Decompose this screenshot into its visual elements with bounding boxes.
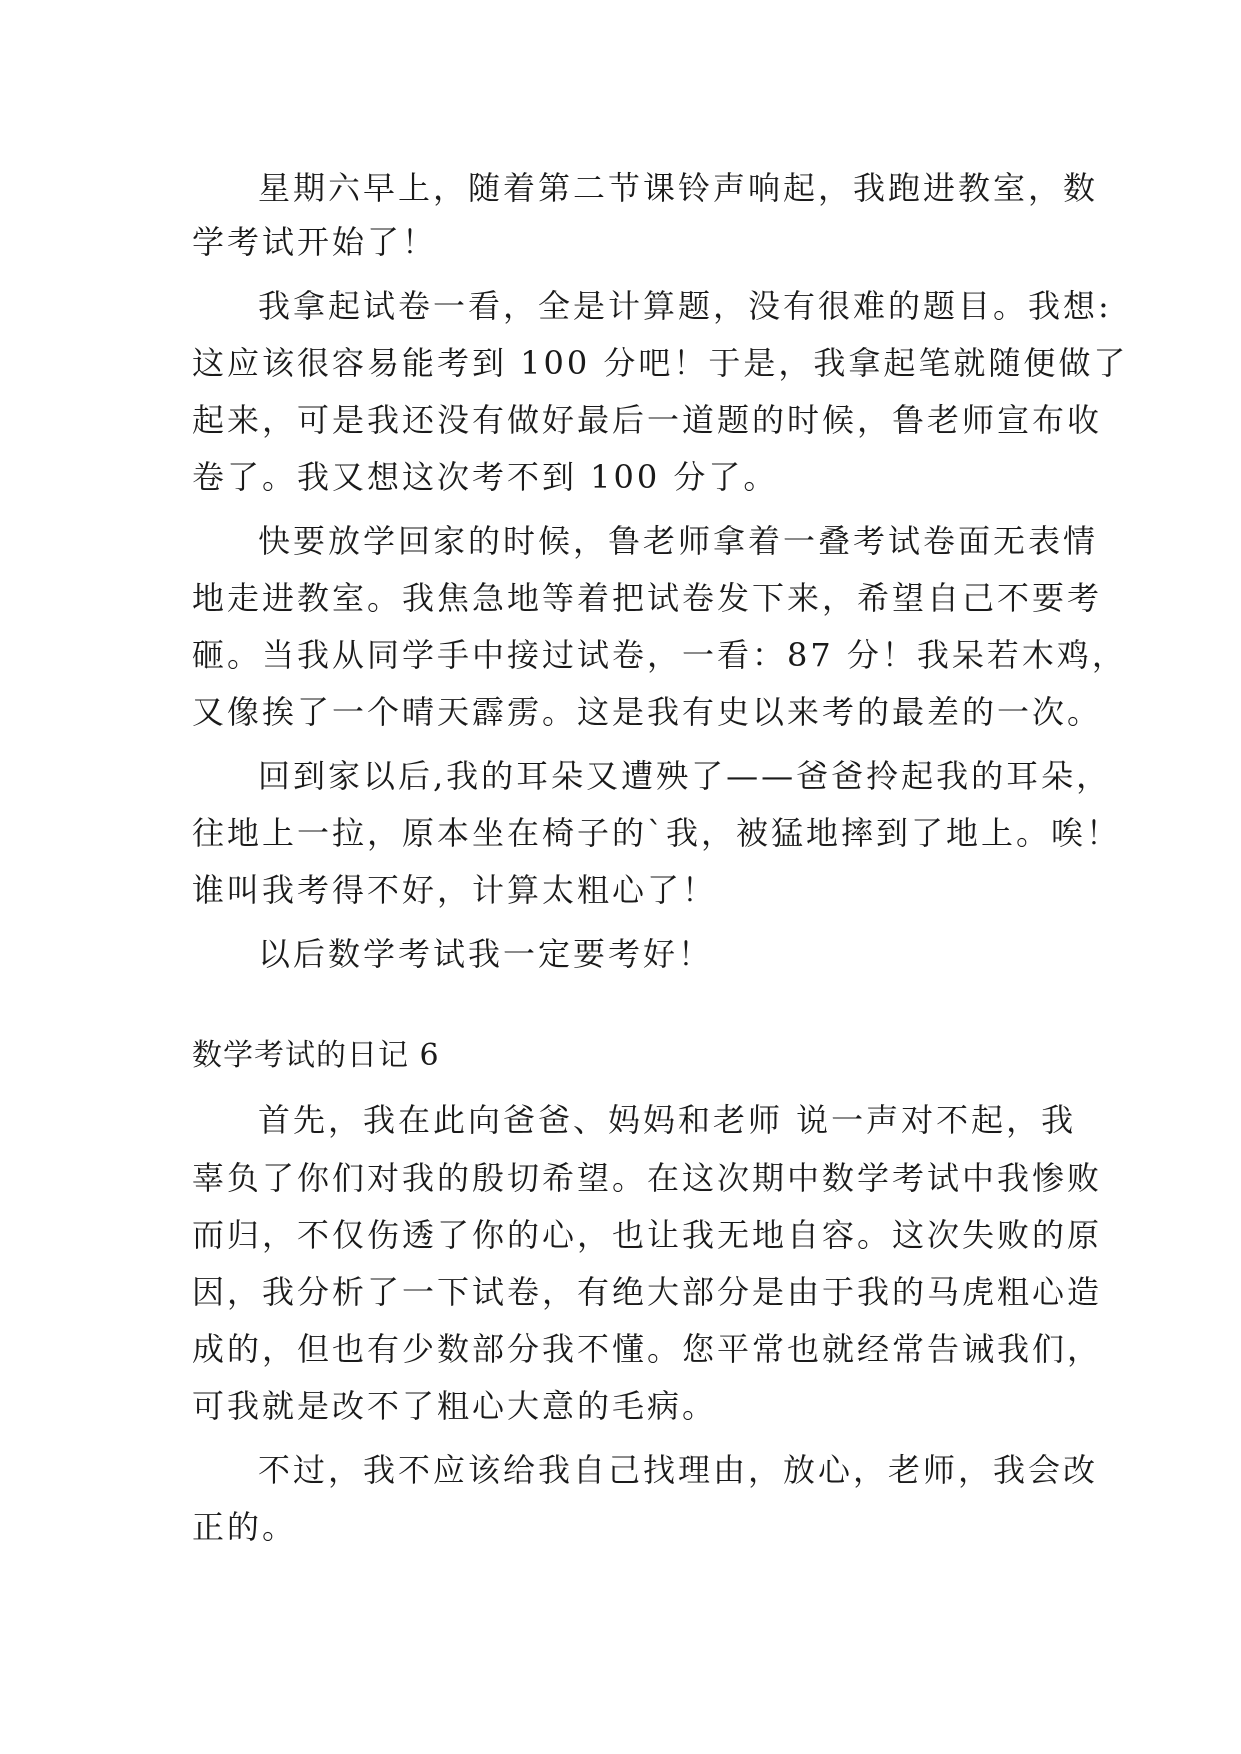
paragraph-line: 不过，我不应该给我自己找理由，放心，老师，我会改 [258, 1451, 1099, 1489]
paragraph-line: 快要放学回家的时候，鲁老师拿着一叠考试卷面无表情 [258, 522, 1099, 560]
paragraph-line: 学考试开始了！ [192, 223, 438, 261]
paragraph-line: 又像挨了一个晴天霹雳。这是我有史以来考的最差的一次。 [192, 693, 1103, 731]
paragraph-line: 回到家以后,我的耳朵又遭殃了——爸爸拎起我的耳朵， [258, 757, 1112, 795]
paragraph-line: 辜负了你们对我的殷切希望。在这次期中数学考试中我惨败 [192, 1159, 1103, 1197]
paragraph-line: 砸。当我从同学手中接过试卷，一看：87 分！我呆若木鸡， [192, 636, 1127, 674]
paragraph-line: 首先，我在此向爸爸、妈妈和老师 说一声对不起，我 [258, 1101, 1077, 1139]
paragraph-line: 卷了。我又想这次考不到 100 分了。 [192, 458, 779, 496]
paragraph-line: 地走进教室。我焦急地等着把试卷发下来，希望自己不要考 [192, 579, 1103, 617]
paragraph-line: 可我就是改不了粗心大意的毛病。 [192, 1387, 718, 1425]
paragraph-line: 我拿起试卷一看，全是计算题，没有很难的题目。我想: [258, 287, 1112, 325]
paragraph-line: 星期六早上，随着第二节课铃声响起，我跑进教室，数 [258, 169, 1099, 207]
paragraph-line: 这应该很容易能考到 100 分吧！于是，我拿起笔就随便做了 [192, 344, 1129, 382]
paragraph-line: 因，我分析了一下试卷，有绝大部分是由于我的马虎粗心造 [192, 1273, 1103, 1311]
paragraph-line: 往地上一拉，原本坐在椅子的`我，被猛地摔到了地上。唉！ [192, 814, 1122, 852]
section-heading: 数学考试的日记 6 [192, 1038, 440, 1073]
paragraph-line: 成的，但也有少数部分我不懂。您平常也就经常告诫我们， [192, 1330, 1103, 1368]
paragraph-line: 正的。 [192, 1508, 298, 1546]
paragraph-line: 以后数学考试我一定要考好！ [258, 935, 714, 973]
paragraph-line: 起来，可是我还没有做好最后一道题的时候，鲁老师宣布收 [192, 401, 1103, 439]
paragraph-line: 谁叫我考得不好，计算太粗心了！ [192, 871, 718, 909]
paragraph-line: 而归，不仅伤透了你的心，也让我无地自容。这次失败的原 [192, 1216, 1103, 1254]
